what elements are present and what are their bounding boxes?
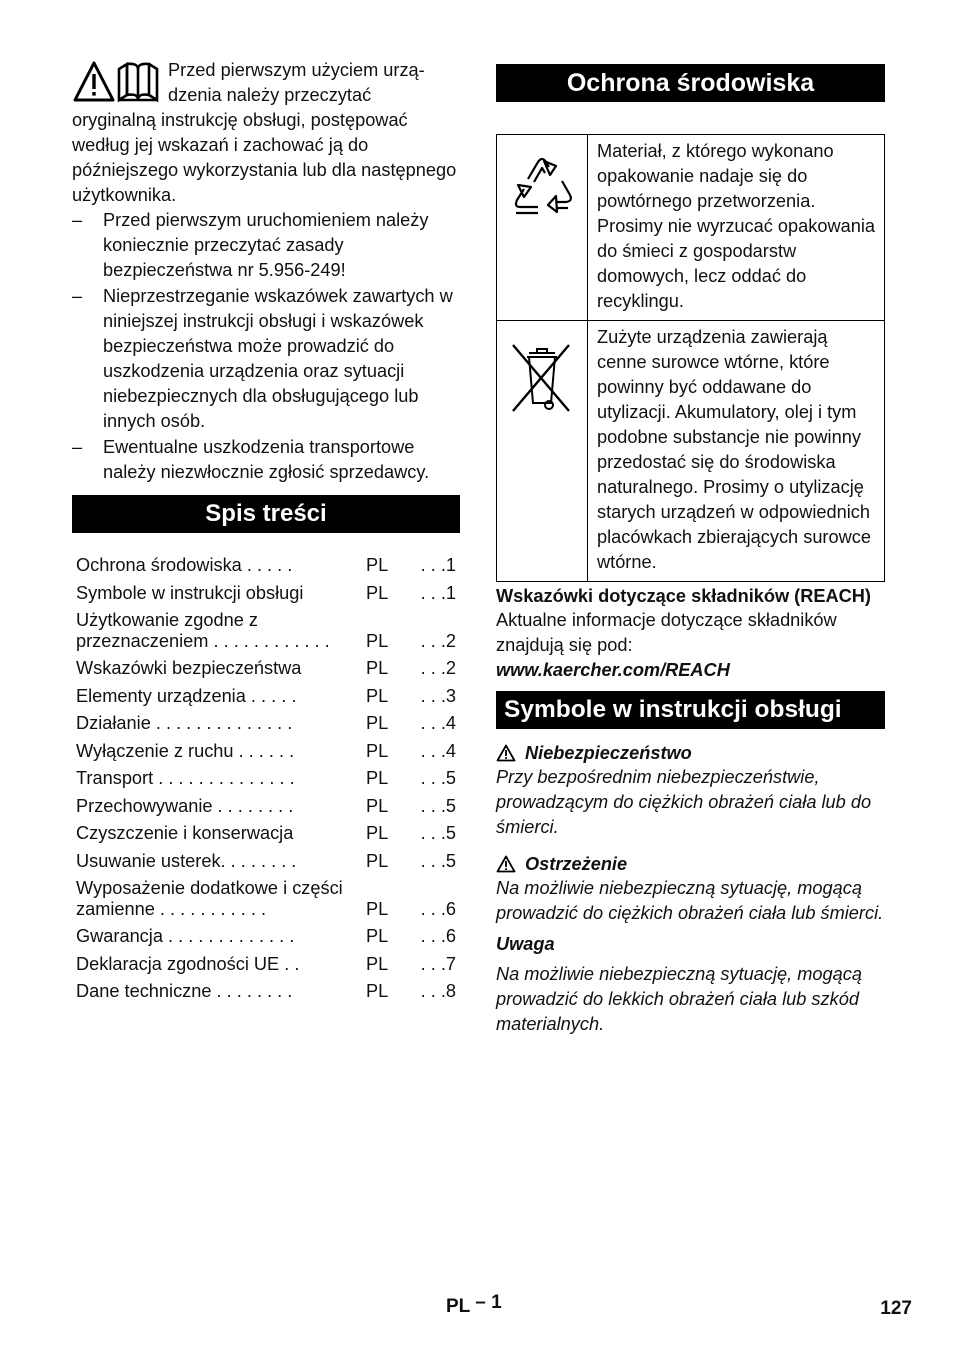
toc-page: . . .5 xyxy=(420,850,456,871)
reach-heading: Wskazówki dotyczące składników (REACH) xyxy=(496,586,871,606)
warning-triangle-icon xyxy=(496,744,516,762)
toc-row[interactable] xyxy=(72,710,460,738)
footer-page-label xyxy=(446,1292,502,1318)
toc-heading: Spis treści xyxy=(72,495,460,533)
warning-triangle-icon xyxy=(496,855,516,873)
left-column xyxy=(72,58,460,1006)
warning-text: Na możliwie niebezpieczną sytuację, mogącą prowadzić do ciężkich obrażeń ciała lub śmierci. xyxy=(496,878,884,923)
toc-lang: PL xyxy=(366,630,389,651)
toc-row[interactable] xyxy=(72,683,460,711)
toc-row[interactable] xyxy=(72,978,460,1006)
toc-row[interactable] xyxy=(72,848,460,876)
symbols-heading: Symbole w instrukcji obsługi xyxy=(496,691,885,729)
toc-page: . . .4 xyxy=(420,713,456,733)
recycle-cell xyxy=(497,135,588,321)
toc-lang: PL xyxy=(366,795,389,816)
toc-lang: PL xyxy=(366,953,389,974)
toc-lang: PL xyxy=(366,713,389,733)
table-row xyxy=(497,135,885,321)
toc-title: Użytkowanie zgodne z przeznaczeniem . . . . . . . . . . . . xyxy=(76,610,330,651)
footer-local-page: – 1 xyxy=(475,1292,502,1313)
toc-title: Symbole w instrukcji obsługi xyxy=(76,582,304,603)
toc-page: . . .2 xyxy=(420,658,456,678)
toc-title: Elementy urządzenia . . . . . xyxy=(76,685,297,706)
toc-page: . . .5 xyxy=(420,795,456,816)
footer-lang: PL xyxy=(446,1296,470,1317)
reach-text: Aktualne informacje dotyczące składników znajdują się pod: xyxy=(496,610,837,655)
warning-title: Ostrzeżenie xyxy=(525,854,628,874)
toc-lang: PL xyxy=(366,555,389,575)
env-table xyxy=(496,134,885,582)
danger-heading xyxy=(496,741,885,765)
reach-link[interactable]: www.kaercher.com/REACH xyxy=(496,660,730,680)
toc-title: Wyłączenie z ruchu . . . . . . xyxy=(76,740,295,761)
toc-lang: PL xyxy=(366,850,389,871)
toc-page: . . .4 xyxy=(420,740,456,761)
toc-row[interactable] xyxy=(72,607,460,655)
toc-lang: PL xyxy=(366,582,389,603)
toc-title: Dane techniczne . . . . . . . . xyxy=(76,981,293,1001)
intro-list-item xyxy=(72,208,460,283)
warning-triangle-icon xyxy=(75,63,113,100)
intro-section xyxy=(72,58,460,485)
intro-list-item xyxy=(72,435,460,485)
toc-lang: PL xyxy=(366,898,389,919)
toc-title: Wyposażenie dodatkowe i części zamienne . . . . . . . . . . . xyxy=(76,878,343,919)
list-dash: – xyxy=(72,437,83,457)
intro-text: Przed pierwszym użyciem urzą-dzenia należy przeczytać oryginalną instrukcję obsługi, postępować według jej wskazań i zachować ją do późniejszego wykorzystania lub dla następnego użytkownika. xyxy=(72,60,457,205)
toc-page: . . .7 xyxy=(420,953,456,974)
toc-title: Transport . . . . . . . . . . . . . . xyxy=(76,768,295,788)
toc-page: . . .2 xyxy=(420,630,456,651)
toc-page: . . .5 xyxy=(420,768,456,788)
toc-row[interactable] xyxy=(72,580,460,608)
toc-page: . . .5 xyxy=(420,823,456,843)
toc-page: . . .6 xyxy=(420,898,456,919)
list-item-text: Przed pierwszym uruchomieniem należy koniecznie przeczytać zasady bezpieczeństwa nr 5.956-249! xyxy=(103,210,429,280)
toc-lang: PL xyxy=(366,658,389,678)
list-dash: – xyxy=(72,286,83,306)
toc-lang: PL xyxy=(366,768,389,788)
toc-title: Przechowywanie . . . . . . . . xyxy=(76,795,294,816)
toc-row[interactable] xyxy=(72,552,460,580)
env-heading: Ochrona środowiska xyxy=(496,64,885,102)
toc-page: . . .1 xyxy=(420,555,456,575)
list-item-text: Ewentualne uszkodzenia transportowe należy niezwłocznie zgłosić sprzedawcy. xyxy=(103,437,430,482)
toc-page: . . .8 xyxy=(420,981,456,1001)
toc-title: Ochrona środowiska . . . . . xyxy=(76,555,293,575)
toc-title: Czyszczenie i konserwacja xyxy=(76,823,294,843)
toc-title: Usuwanie usterek. . . . . . . . xyxy=(76,850,297,871)
warning-heading xyxy=(496,852,885,876)
weee-cell xyxy=(497,321,588,582)
danger-text: Przy bezpośrednim niebezpieczeństwie, prowadzącym do ciężkich obrażeń ciała lub do śmierci. xyxy=(496,767,872,837)
toc-page: . . .6 xyxy=(420,926,456,946)
intro-icons xyxy=(72,60,162,104)
table-row xyxy=(497,321,885,582)
list-item-text: Nieprzestrzeganie wskazówek zawartych w niniejszej instrukcji obsługi i wskazówek bezpieczeństwa może prowadzić do uszkodzenia urządzenia oraz sytuacji niebezpiecznych dla obsługującego lub innych osób. xyxy=(103,286,453,431)
caution-title: Uwaga xyxy=(496,934,555,954)
toc-row[interactable] xyxy=(72,793,460,821)
caution-text: Na możliwie niebezpieczną sytuację, mogącą prowadzić do lekkich obrażeń ciała lub szkód materialnych. xyxy=(496,964,862,1034)
crossed-bin-icon xyxy=(509,341,575,415)
toc-lang: PL xyxy=(366,740,389,761)
toc-page: . . .3 xyxy=(420,685,456,706)
toc-lang: PL xyxy=(366,823,389,843)
weee-text: Zużyte urządzenia zawierają cenne surowce wtórne, które powinny być oddawane do utylizacji. Akumulatory, olej i tym podobne substancje nie powinny przedostać się do środowiska naturalnego. Prosimy o utylizację starych urządzeń w odpowiednich placówkach zbierających surowce wtórne. xyxy=(588,321,885,582)
toc-lang: PL xyxy=(366,981,389,1001)
toc-row[interactable] xyxy=(72,923,460,951)
list-dash: – xyxy=(72,210,83,230)
toc-row[interactable] xyxy=(72,765,460,793)
manual-book-icon xyxy=(119,64,157,100)
toc-title: Wskazówki bezpieczeństwa xyxy=(76,658,302,678)
toc-row[interactable] xyxy=(72,820,460,848)
toc-row[interactable] xyxy=(72,951,460,979)
right-column xyxy=(496,64,885,1037)
toc-title: Działanie . . . . . . . . . . . . . . xyxy=(76,713,293,733)
table-of-contents xyxy=(72,552,460,1006)
toc-lang: PL xyxy=(366,926,389,946)
toc-title: Deklaracja zgodności UE . . xyxy=(76,953,300,974)
caution-heading xyxy=(496,932,885,956)
footer-page-number: 127 xyxy=(880,1298,912,1319)
toc-page: . . .1 xyxy=(420,582,456,603)
recycle-icon xyxy=(504,149,580,221)
intro-list-item xyxy=(72,284,460,434)
toc-lang: PL xyxy=(366,685,389,706)
toc-title: Gwarancja . . . . . . . . . . . . . xyxy=(76,926,295,946)
toc-row[interactable] xyxy=(72,655,460,683)
recycle-text: Materiał, z którego wykonano opakowanie nadaje się do powtórnego przetworzenia. Prosimy nie wyrzucać opakowania do śmieci z gospodarstw domowych, lecz oddać do recyklingu. xyxy=(588,135,885,321)
toc-row[interactable] xyxy=(72,738,460,766)
danger-title: Niebezpieczeństwo xyxy=(525,743,692,763)
toc-row[interactable] xyxy=(72,875,460,923)
